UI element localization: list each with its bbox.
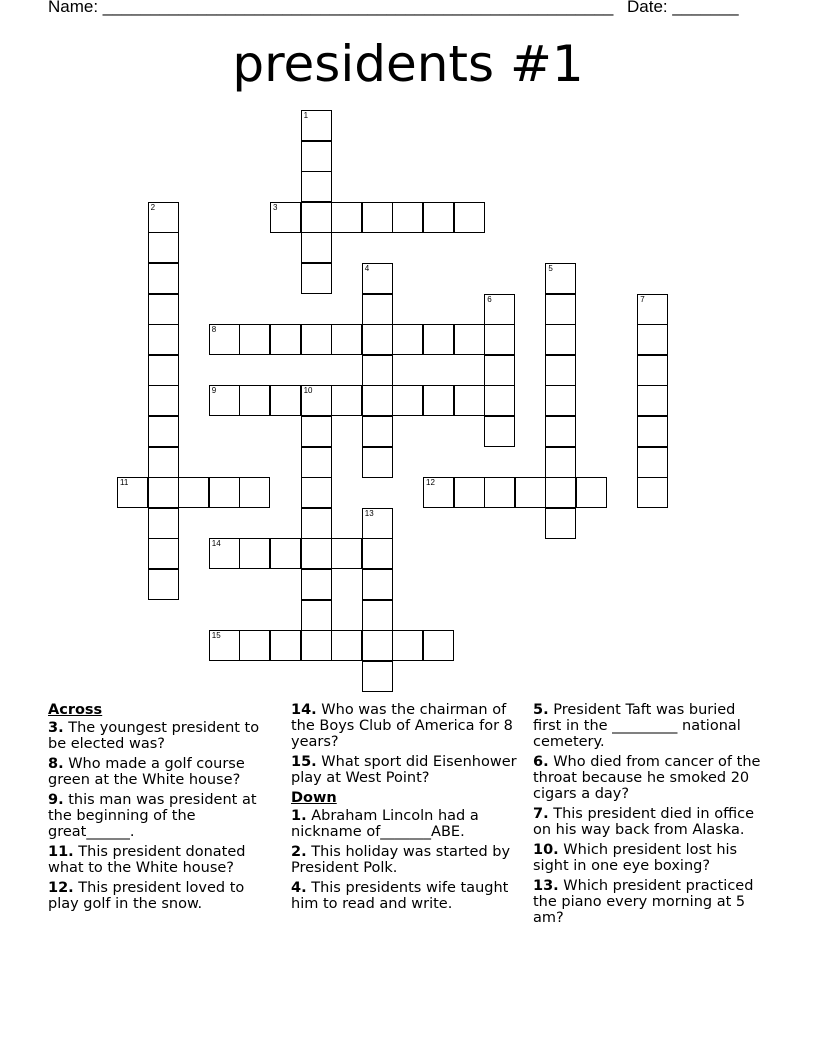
grid-cell[interactable] — [454, 385, 485, 416]
grid-cell[interactable] — [484, 324, 515, 355]
grid-cell[interactable] — [301, 385, 332, 416]
grid-cell[interactable] — [454, 202, 485, 233]
grid-cell[interactable] — [484, 416, 515, 447]
grid-cell[interactable] — [545, 294, 576, 325]
grid-cell[interactable] — [239, 630, 270, 661]
grid-cell[interactable] — [545, 263, 576, 294]
grid-cell[interactable] — [484, 385, 515, 416]
grid-cell[interactable] — [209, 477, 240, 508]
grid-cell[interactable] — [148, 538, 179, 569]
grid-cell[interactable] — [239, 385, 270, 416]
grid-cell[interactable] — [484, 294, 515, 325]
grid-cell[interactable] — [423, 324, 454, 355]
clue-down-4: 4. This presidents wife taught him to read and write. — [291, 880, 509, 912]
grid-cell[interactable] — [545, 385, 576, 416]
grid-cell[interactable] — [362, 385, 393, 416]
grid-cell[interactable] — [301, 202, 332, 233]
grid-cell[interactable] — [454, 324, 485, 355]
clue-across-14: 14. Who was the chairman of the Boys Club of America for 8 years? — [291, 702, 513, 750]
grid-cell[interactable] — [515, 477, 546, 508]
grid-cell[interactable] — [301, 416, 332, 447]
grid-cell[interactable] — [423, 385, 454, 416]
grid-cell[interactable] — [637, 324, 668, 355]
across-heading: Across — [48, 702, 103, 718]
grid-cell[interactable] — [362, 508, 393, 539]
grid-cell[interactable] — [545, 355, 576, 386]
cell-number: 7 — [640, 294, 645, 304]
grid-cell[interactable] — [545, 447, 576, 478]
down-heading: Down — [291, 790, 337, 806]
grid-cell[interactable] — [270, 202, 301, 233]
grid-cell[interactable] — [545, 508, 576, 539]
grid-cell[interactable] — [545, 477, 576, 508]
grid-cell[interactable] — [270, 538, 301, 569]
grid-cell[interactable] — [392, 385, 423, 416]
clue-down-2: 2. This holiday was started by President Polk. — [291, 844, 511, 876]
cell-number: 10 — [303, 386, 313, 396]
grid-cell[interactable] — [301, 232, 332, 263]
grid-cell[interactable] — [239, 324, 270, 355]
grid-cell[interactable] — [362, 416, 393, 447]
grid-cell[interactable] — [362, 569, 393, 600]
grid-cell[interactable] — [148, 385, 179, 416]
grid-cell[interactable] — [239, 477, 270, 508]
grid-cell[interactable] — [148, 263, 179, 294]
grid-cell[interactable] — [362, 661, 393, 692]
grid-cell[interactable] — [392, 202, 423, 233]
cell-number: 1 — [303, 111, 309, 120]
name-field-label: Name: ______________________________________________________ — [48, 0, 614, 16]
grid-cell[interactable] — [148, 416, 179, 447]
grid-cell[interactable] — [484, 477, 515, 508]
grid-cell[interactable] — [331, 202, 362, 233]
clue-down-13: 13. Which president practiced the piano every morning at 5 am? — [533, 878, 754, 926]
grid-cell[interactable] — [362, 202, 393, 233]
grid-cell[interactable] — [301, 171, 332, 202]
grid-cell[interactable] — [545, 416, 576, 447]
grid-cell[interactable] — [637, 385, 668, 416]
grid-cell[interactable] — [484, 355, 515, 386]
grid-cell[interactable] — [331, 324, 362, 355]
cell-number: 8 — [211, 325, 217, 335]
cell-number: 11 — [120, 478, 129, 488]
grid-cell[interactable] — [301, 600, 332, 631]
puzzle-title: presidents #1 — [232, 35, 584, 93]
clue-across-15: 15. What sport did Eisenhower play at West Point? — [291, 754, 517, 786]
grid-cell[interactable] — [392, 630, 423, 661]
grid-cell[interactable] — [301, 477, 332, 508]
clue-down-7: 7. This president died in office on his way back from Alaska. — [533, 806, 754, 838]
cell-number: 14 — [211, 539, 221, 549]
cell-number: 6 — [487, 294, 492, 304]
clue-across-12: 12. This president loved to play golf in the snow. — [48, 880, 245, 912]
clue-down-10: 10. Which president lost his sight in one eye boxing? — [533, 842, 738, 874]
grid-cell[interactable] — [270, 385, 301, 416]
grid-cell[interactable] — [148, 477, 179, 508]
grid-cell[interactable] — [362, 263, 393, 294]
grid-cell[interactable] — [148, 294, 179, 325]
grid-cell[interactable] — [178, 477, 209, 508]
grid-cell[interactable] — [148, 232, 179, 263]
grid-cell[interactable] — [362, 447, 393, 478]
grid-cell[interactable] — [301, 263, 332, 294]
cell-number: 12 — [426, 478, 435, 488]
clue-down-5: 5. President Taft was buried first in the _________ national cemetery. — [533, 702, 741, 750]
grid-cell[interactable] — [148, 508, 179, 539]
clues-column-3 — [533, 702, 768, 930]
grid-cell[interactable] — [148, 324, 179, 355]
grid-cell[interactable] — [637, 477, 668, 508]
grid-cell[interactable] — [301, 508, 332, 539]
grid-cell[interactable] — [301, 110, 332, 141]
grid-cell[interactable] — [209, 385, 240, 416]
grid-cell[interactable] — [148, 202, 179, 233]
grid-cell[interactable] — [148, 355, 179, 386]
grid-cell[interactable] — [423, 202, 454, 233]
grid-cell[interactable] — [637, 447, 668, 478]
clue-across-3: 3. The youngest president to be elected was? — [48, 720, 260, 752]
grid-cell[interactable] — [362, 294, 393, 325]
grid-cell[interactable] — [209, 538, 240, 569]
grid-cell[interactable] — [301, 324, 332, 355]
grid-cell[interactable] — [301, 141, 332, 172]
clue-across-9: 9. this man was president at the beginning of the great______. — [48, 792, 257, 840]
grid-cell[interactable] — [423, 630, 454, 661]
grid-cell[interactable] — [301, 538, 332, 569]
grid-cell[interactable] — [331, 630, 362, 661]
grid-cell[interactable] — [362, 630, 393, 661]
grid-cell[interactable] — [545, 324, 576, 355]
cell-number: 13 — [364, 508, 374, 518]
grid-cell[interactable] — [331, 385, 362, 416]
grid-cell[interactable] — [637, 294, 668, 325]
grid-cell[interactable] — [117, 477, 148, 508]
grid-cell[interactable] — [362, 324, 393, 355]
grid-cell[interactable] — [270, 630, 301, 661]
cell-number: 3 — [273, 202, 278, 212]
clue-across-11: 11. This president donated what to the White house? — [48, 844, 246, 876]
clue-down-6: 6. Who died from cancer of the throat because he smoked 20 cigars a day? — [533, 754, 761, 802]
grid-cell[interactable] — [301, 447, 332, 478]
grid-cell[interactable] — [209, 324, 240, 355]
grid-cell[interactable] — [423, 477, 454, 508]
grid-cell[interactable] — [392, 324, 423, 355]
grid-cell[interactable] — [209, 630, 240, 661]
grid-cell[interactable] — [239, 538, 270, 569]
grid-cell[interactable] — [362, 600, 393, 631]
cell-number: 15 — [211, 631, 221, 641]
grid-cell[interactable] — [637, 416, 668, 447]
grid-cell[interactable] — [301, 630, 332, 661]
grid-cell[interactable] — [362, 538, 393, 569]
grid-cell[interactable] — [637, 355, 668, 386]
cell-number: 9 — [211, 386, 217, 396]
clue-down-1: 1. Abraham Lincoln had a nickname of_______ABE. — [291, 808, 479, 840]
clue-across-8: 8. Who made a golf course green at the White house? — [48, 756, 245, 788]
date-field-label: Date: _______ — [627, 0, 739, 16]
grid-cell[interactable] — [148, 447, 179, 478]
cell-number: 2 — [150, 202, 156, 212]
grid-cell[interactable] — [576, 477, 607, 508]
grid-cell[interactable] — [331, 538, 362, 569]
grid-cell[interactable] — [148, 569, 179, 600]
grid-cell[interactable] — [301, 569, 332, 600]
cell-number: 5 — [548, 264, 553, 273]
cell-number: 4 — [364, 264, 370, 273]
grid-cell[interactable] — [362, 355, 393, 386]
clues-column-1 — [48, 702, 273, 916]
grid-cell[interactable] — [270, 324, 301, 355]
clues-column-2 — [291, 702, 525, 916]
grid-cell[interactable] — [454, 477, 485, 508]
